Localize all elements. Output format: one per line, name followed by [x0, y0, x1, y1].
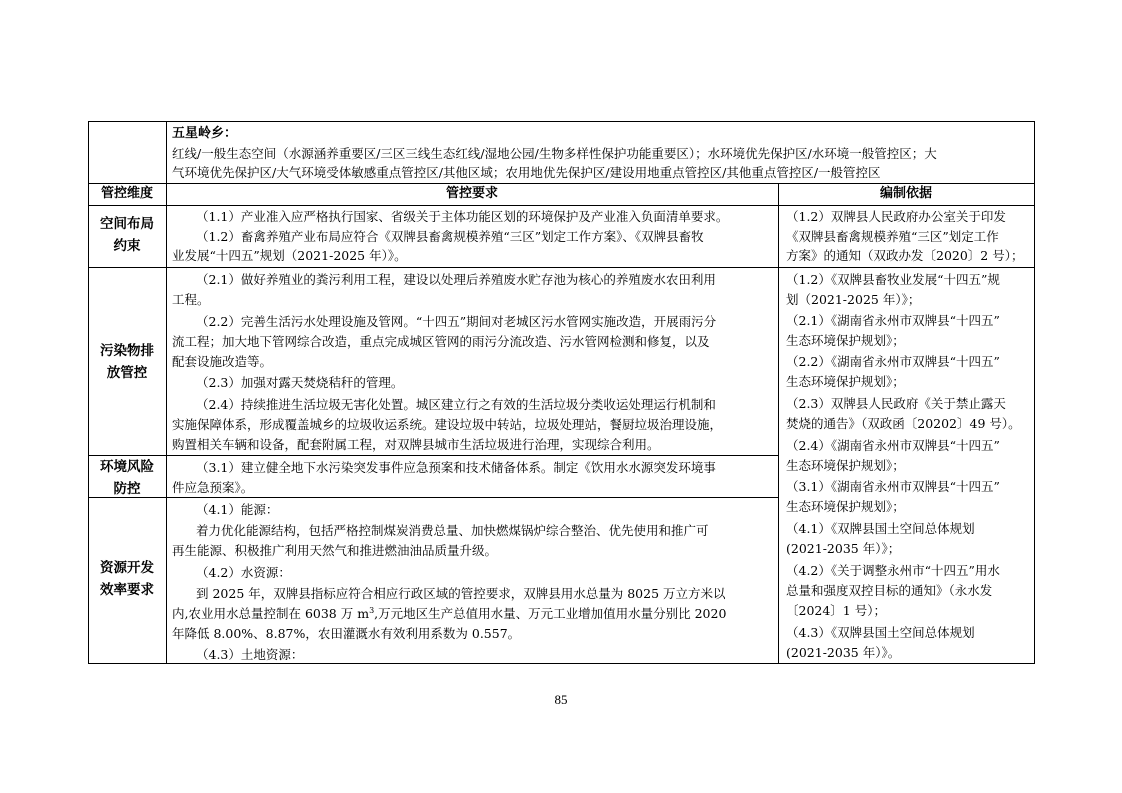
req-1-2-cont: 业发展“十四五”规划（2021-2025 年）》。	[172, 248, 407, 263]
req-4-2-text-a: 到 2025 年，双牌县指标应符合相应行政区域的管控要求，双牌县用水总量为 8025 万立方米以	[196, 586, 726, 601]
category-resource: 资源开发 效率要求	[100, 560, 154, 598]
req-4-1-text-a: 着力优化能源结构，包括严格控制煤炭消费总量、加快燃煤锅炉综合整治、优先使用和推广可	[196, 523, 709, 538]
col-divider-2	[778, 183, 779, 664]
col-header-dimension: 管控维度	[100, 186, 153, 201]
town-title: 五星岭乡：	[172, 126, 238, 141]
basis-1-b: 《双牌县畜禽规模养殖“三区”划定工作	[786, 229, 999, 244]
zones-line-1: 红线/一般生态空间（水源涵养重要区/三区三线生态红线/湿地公园/生物多样性保护功能重要区）；水环境优先保护区/水环境一般管控区；大	[172, 146, 937, 161]
basis-2-g: （2.3）双牌县人民政府《关于禁止露天	[786, 396, 1006, 411]
basis-2-n: (2021-2035 年）》；	[786, 541, 901, 556]
row2-bottom	[88, 455, 778, 456]
header-row-bottom	[88, 205, 1035, 206]
basis-1-a: （1.2）双牌县人民政府办公室关于印发	[786, 209, 1006, 224]
basis-2-a: （1.2）《双牌县畜牧业发展“十四五”规	[786, 272, 1000, 287]
category-pollution: 污染物排 放管控	[100, 343, 154, 381]
category-spatial: 空间布局 约束	[100, 216, 154, 254]
req-4-2: （4.2）水资源：	[196, 565, 291, 580]
basis-2-i: （2.4）《湖南省永州市双牌县“十四五”	[786, 438, 1000, 453]
basis-2-p: 总量和强度双控目标的通知》（永水发	[786, 583, 993, 598]
basis-2-k: （3.1）《湖南省永州市双牌县“十四五”	[786, 479, 1000, 494]
req-2-2: （2.2）完善生活污水处理设施及管网。“十四五”期间对老城区污水管网实施改造，开展雨污分	[196, 314, 717, 329]
basis-2-s: (2021-2035 年）》。	[786, 645, 901, 660]
basis-2-h: 焚烧的通告》（双政函〔20202〕49 号）。	[786, 416, 1021, 431]
basis-2-q: 〔2024〕1 号）；	[786, 603, 886, 618]
basis-2-c: （2.1）《湖南省永州市双牌县“十四五”	[786, 313, 1000, 328]
req-2-2-cont-a: 流工程；加大地下管网综合改造，重点完成城区管网的雨污分流改造、污水管网检测和修复，以及	[172, 334, 710, 349]
req-2-1: （2.1）做好养殖业的粪污利用工程，建设以处理后养殖废水贮存池为核心的养殖废水农田利用	[196, 272, 716, 287]
basis-1-c: 方案》的通知（双政办发〔2020〕2 号）；	[786, 248, 1024, 263]
page-number: 85	[554, 692, 568, 707]
req-4-2-text-c: 年降低 8.00%、8.87%，农田灌溉水有效利用系数为 0.557。	[172, 626, 521, 641]
req-3-1-cont: 件应急预案》。	[172, 480, 254, 495]
basis-2-f: 生态环境保护规划》；	[786, 374, 905, 389]
req-2-1-cont: 工程。	[172, 292, 210, 307]
req-2-2-cont-b: 配套设施改造等。	[172, 354, 273, 369]
req-2-4: （2.4）持续推进生活垃圾无害化处置。城区建立行之有效的生活垃圾分类收运处理运行机制和	[196, 397, 716, 412]
basis-2-r: （4.3）《双牌县国土空间总体规划	[786, 625, 975, 640]
col-header-requirement: 管控要求	[445, 186, 498, 201]
req-1-2: （1.2）畜禽养殖产业布局应符合《双牌县畜禽规模养殖“三区”划定工作方案》、《双牌县畜牧	[196, 229, 704, 244]
col-header-basis: 编制依据	[879, 186, 932, 201]
basis-2-o: （4.2）《关于调整永州市“十四五”用水	[786, 563, 1000, 578]
row1-bottom	[88, 267, 1035, 268]
category-risk: 环境风险 防控	[100, 459, 154, 497]
req-4-2-text-b: 内,农业用水总量控制在 6038 万 $m^3$,万元地区生产总值用水量、万元工业增加值用水量分别比 2020	[172, 605, 727, 621]
basis-2-b: 划（2021-2025 年）》；	[786, 292, 921, 307]
basis-2-j: 生态环境保护规划》；	[786, 458, 905, 473]
req-4-1: （4.1）能源：	[196, 502, 279, 517]
table-right-border	[1034, 121, 1035, 664]
req-4-3: （4.3）土地资源：	[196, 647, 304, 662]
req-4-1-text-b: 再生能源、积极推广利用天然气和推进燃油油品质量升级。	[172, 543, 498, 558]
zones-line-2: 气环境优先保护区/大气环境受体敏感重点管控区/其他区域；农用地优先保护区/建设用地重点管控区/其他重点管控区/一般管控区	[172, 165, 881, 180]
req-2-4-cont-a: 实施保障体系，形成覆盖城乡的垃圾收运系统。建设垃圾中转站，垃圾处理站，餐厨垃圾治理设施，	[172, 417, 723, 432]
basis-2-m: （4.1）《双牌县国土空间总体规划	[786, 521, 975, 536]
req-2-3: （2.3）加强对露天焚烧秸秆的管理。	[196, 375, 404, 390]
basis-2-l: 生态环境保护规划》；	[786, 499, 905, 514]
basis-2-e: （2.2）《湖南省永州市双牌县“十四五”	[786, 354, 1000, 369]
req-2-4-cont-b: 购置相关车辆和设备，配套附属工程，对双牌县城市生活垃圾进行治理，实现综合利用。	[172, 437, 660, 452]
table-top-border	[88, 121, 1035, 122]
req-3-1: （3.1）建立健全地下水污染突发事件应急预案和技术储备体系。制定《饮用水水源突发环境事	[196, 460, 716, 475]
req-1-1: （1.1）产业准入应严格执行国家、省级关于主体功能区划的环境保护及产业准入负面清单要求。	[196, 209, 729, 224]
basis-2-d: 生态环境保护规划》；	[786, 333, 905, 348]
